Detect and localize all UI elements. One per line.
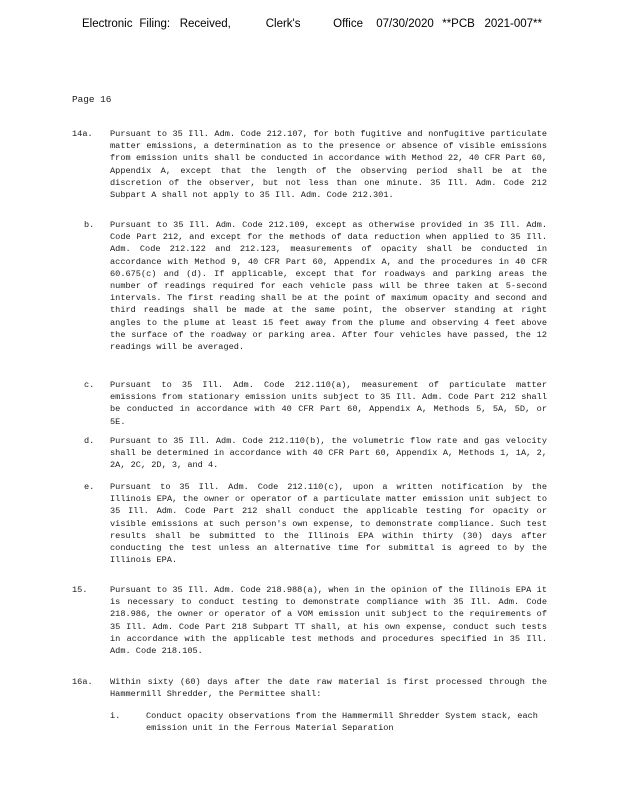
condition-14e [72, 481, 553, 566]
condition-text: Pursuant to 35 Ill. Adm. Code 212.110(c), upon a written notification by the Illinois EPA, the owner or operator of a particulate matter emission unit subject to 35 Ill. Adm. Code Part 212 shall conduct the applicable testing for opacity or visible emissions at such person's own expense, to demonstrate compliance. Such test results shall be submitted to the Illinois EPA within thirty (30) days after conducting the test unless an alternative time for submittal is agreed to by the Illinois EPA. [110, 482, 553, 566]
header-filing: Filing: [139, 18, 171, 30]
condition-14a [72, 128, 553, 201]
condition-label: e. [84, 482, 95, 492]
header-date: 07/30/2020 [376, 18, 434, 30]
condition-label: d. [84, 436, 95, 446]
condition-label: b. [84, 220, 95, 230]
header-received: Received, [179, 18, 231, 30]
condition-text: Pursuant to 35 Ill. Adm. Code 212.110(b), the volumetric flow rate and gas velocity shall be determined in accordance with 40 CFR Part 60, Appendix A, Methods 1, 1A, 2, 2A, 2C, 2D, 3, and 4. [110, 436, 553, 471]
condition-15 [72, 584, 553, 657]
condition-text: Pursuant to 35 Ill. Adm. Code 212.110(a), measurement of particulate matter emissions from stationary emission units subject to 35 Ill. Adm. Code Part 212 shall be conducted in accordance with 40 CFR Part 60, Appendix A, Methods 5, 5A, 5D, or 5E. [110, 380, 553, 427]
subcondition-label: i. [110, 711, 121, 721]
condition-label: 15. [72, 585, 88, 595]
condition-16a [72, 676, 553, 700]
subcondition-text: Conduct opacity observations from the Hammermill Shredder System stack, each emission unit in the Ferrous Material Separation [146, 711, 544, 734]
condition-14d [72, 435, 553, 472]
header-docket [442, 18, 542, 30]
header-docket-pcb: **PCB [442, 18, 475, 30]
condition-text: Pursuant to 35 Ill. Adm. Code 212.109, except as otherwise provided in 35 Ill. Adm. Code Part 212, and except for the methods of data reduction when applied to 35 Ill. Adm. Code 212.122 and 212.123, measurements of opacity shall be conducted in accordance with Method 9, 40 CFR Part 60, Appendix A, and the procedures in 40 CFR 60.675(c) and (d). If applicable, except that for roadways and parking areas the number of readings required for each vehicle pass will be three taken at 5-second intervals. The first reading shall be at the point of maximum opacity and second and third readings shall be made at the same point, the observer standing at right angles to the plume at least 15 feet away from the plume and observing 4 feet above the surface of the roadway or parking area. After four vehicles have passed, the 12 readings will be averaged. [110, 220, 553, 353]
header-clerks: Clerk's [265, 18, 301, 30]
condition-label: c. [84, 380, 95, 390]
header-office: Office [333, 18, 363, 30]
condition-text: Within sixty (60) days after the date raw material is first processed through the Hammermill Shredder, the Permittee shall: [110, 677, 553, 700]
condition-16a-i [110, 710, 544, 734]
header-filing-received [139, 18, 265, 30]
condition-14c [72, 379, 553, 428]
page-number: Page 16 [72, 94, 112, 105]
condition-text: Pursuant to 35 Ill. Adm. Code 218.988(a), when in the opinion of the Illinois EPA it is necessary to conduct testing to demonstrate compliance with 35 Ill. Adm. Code 218.986, the owner or operator of a VOM emission unit subject to the requirements of 35 Ill. Adm. Code Part 218 Subpart TT shall, at his own expense, conduct such tests in accordance with the applicable test methods and procedures specified in 35 Ill. Adm. Code 218.105. [110, 585, 553, 657]
condition-14b [72, 219, 553, 353]
header-docket-number: 2021-007** [484, 18, 542, 30]
header-electronic: Electronic [82, 18, 133, 30]
condition-text: Pursuant to 35 Ill. Adm. Code 212.107, for both fugitive and nonfugitive particulate matter emissions, a determination as to the presence or absence of visible emissions from emission units shall be conducted in accordance with Method 22, 40 CFR Part 60, Appendix A, except that the length of the observing period shall be at the discretion of the observer, but not less than one minute. 35 Ill. Adm. Code 212 Subpart A shall not apply to 35 Ill. Adm. Code 212.301. [110, 129, 553, 201]
condition-label: 14a. [72, 129, 93, 139]
filing-stamp-header [82, 18, 542, 30]
condition-label: 16a. [72, 677, 93, 687]
